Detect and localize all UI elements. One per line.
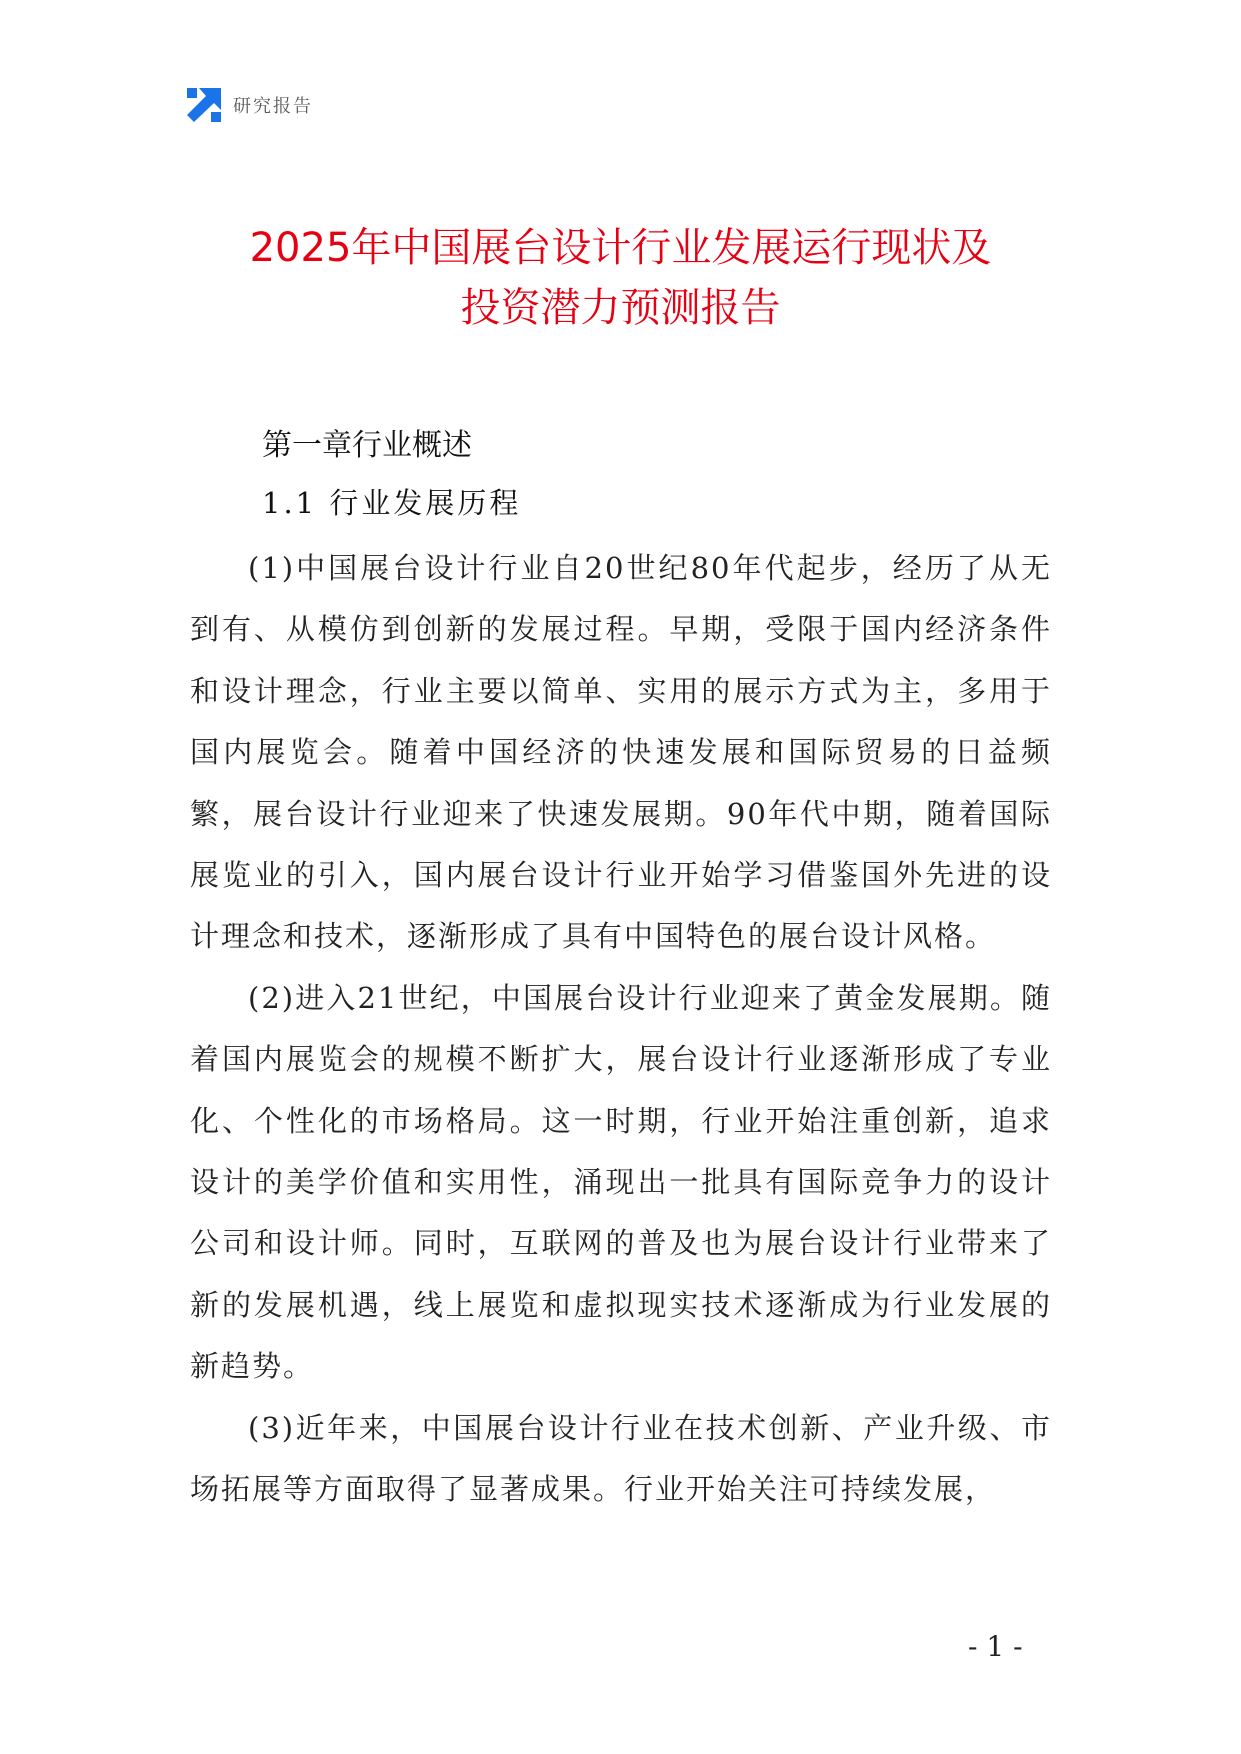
report-title-line-1: 2025年中国展台设计行业发展运行现状及: [249, 225, 992, 271]
arrow-up-right-icon: [187, 88, 221, 122]
chapter-heading: 第一章行业概述: [262, 428, 472, 463]
report-title-line-2: 投资潜力预测报告: [460, 285, 781, 331]
header-label: 研究报告: [233, 96, 313, 117]
body-text: [190, 538, 1052, 1521]
paragraph-1: (1)中国展台设计行业自20世纪80年代起步，经历了从无到有、从模仿到创新的发展过程。早期，受限于国内经济条件和设计理念，行业主要以简单、实用的展示方式为主，多用于国内展览会。随着中国经济的快速发展和国际贸易的日益频繁，展台设计行业迎来了快速发展期。90年代中期，随着国际展览业的引入，国内展台设计行业开始学习借鉴国外先进的设计理念和技术，逐渐形成了具有中国特色的展台设计风格。: [190, 551, 1052, 954]
paragraph-3: (3)近年来，中国展台设计行业在技术创新、产业升级、市场拓展等方面取得了显著成果。行业开始关注可持续发展，: [190, 1410, 1052, 1507]
paragraph-2: (2)进入21世纪，中国展台设计行业迎来了黄金发展期。随着国内展览会的规模不断扩大，展台设计行业逐渐形成了专业化、个性化的市场格局。这一时期，行业开始注重创新，追求设计的美学价值和实用性，涌现出一批具有国际竞争力的设计公司和设计师。同时，互联网的普及也为展台设计行业带来了新的发展机遇，线上展览和虚拟现实技术逐渐成为行业发展的新趋势。: [190, 980, 1052, 1384]
header: [187, 88, 313, 122]
page-number: - 1 -: [968, 1630, 1023, 1663]
report-title: [120, 218, 1121, 338]
section-heading: 1.1 行业发展历程: [262, 486, 522, 520]
